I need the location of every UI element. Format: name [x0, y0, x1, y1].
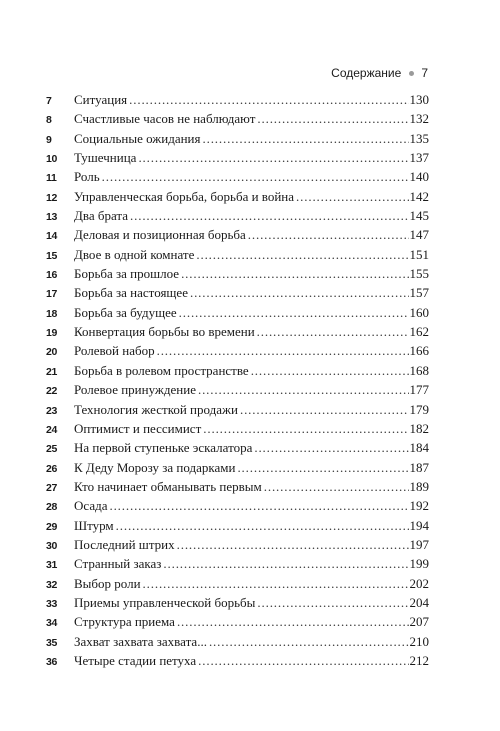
- toc-entry-page: 142: [409, 188, 429, 204]
- toc-entry-number: 11: [46, 172, 57, 185]
- toc-entry[interactable]: [46, 90, 429, 109]
- dot-leader: [264, 477, 409, 496]
- toc-entry[interactable]: [46, 283, 429, 302]
- toc-entry-title: Захват захвата захвата...: [74, 633, 207, 649]
- toc-entry[interactable]: [46, 148, 429, 167]
- toc-entry-page: 210: [409, 633, 429, 649]
- dot-leader: [190, 283, 409, 302]
- toc-entry-number: 10: [46, 153, 58, 166]
- toc-entry-number: 9: [46, 133, 52, 146]
- dot-leader: [109, 496, 408, 515]
- toc-entry-page: 187: [409, 459, 429, 475]
- toc-entry-page: 202: [409, 575, 429, 591]
- toc-entry-number: 35: [46, 636, 58, 649]
- toc-entry-title: Конвертация борьбы во времени: [74, 324, 255, 340]
- toc-entry-title: Последний штрих: [74, 536, 175, 552]
- toc-entry-number: 25: [46, 443, 58, 456]
- dot-leader: [138, 148, 408, 167]
- toc-entry-page: 137: [409, 150, 429, 166]
- toc-entry-number: 33: [46, 597, 58, 610]
- toc-entry-page: 207: [409, 614, 429, 630]
- toc-entry-page: 182: [409, 420, 429, 436]
- toc-entry-page: 160: [409, 304, 429, 320]
- toc-entry-title: Борьба за будущее: [74, 304, 177, 320]
- dot-leader: [177, 535, 409, 554]
- toc-entry[interactable]: [46, 206, 429, 225]
- dot-leader: [102, 167, 409, 186]
- dot-leader: [130, 206, 408, 225]
- dot-leader: [163, 554, 408, 573]
- dot-leader: [296, 187, 408, 206]
- toc-entry[interactable]: [46, 264, 429, 283]
- toc-entry-number: 21: [46, 365, 58, 378]
- dot-leader: [240, 400, 409, 419]
- toc-entry-number: 13: [46, 211, 58, 224]
- toc-entry-page: 162: [409, 324, 429, 340]
- toc-entry[interactable]: [46, 129, 429, 148]
- toc-entry-number: 12: [46, 191, 58, 204]
- toc-entry-page: 204: [409, 594, 429, 610]
- dot-leader: [143, 574, 409, 593]
- toc-entry-number: 22: [46, 385, 58, 398]
- dot-leader: [203, 419, 408, 438]
- toc-entry-title: Двое в одной комнате: [74, 246, 195, 262]
- toc-entry-title: Штурм: [74, 517, 114, 533]
- toc-entry-title: Осада: [74, 498, 108, 514]
- toc-entry-page: 177: [409, 382, 429, 398]
- dot-leader: [237, 458, 408, 477]
- toc-entry[interactable]: [46, 167, 429, 186]
- toc-entry-title: Борьба за настоящее: [74, 285, 188, 301]
- toc-entry[interactable]: [46, 303, 429, 322]
- dot-leader: [251, 361, 409, 380]
- toc-entry-number: 19: [46, 327, 58, 340]
- toc-entry-page: 151: [409, 246, 429, 262]
- toc-entry-number: 7: [46, 95, 52, 107]
- toc-entry-page: 157: [409, 285, 429, 301]
- toc-entry-title: Деловая и позиционная борьба: [74, 227, 246, 243]
- toc-entry-title: К Деду Морозу за подарками: [74, 459, 236, 475]
- toc-entry[interactable]: [46, 400, 429, 419]
- toc-entry-number: 23: [46, 404, 58, 417]
- toc-entry[interactable]: [46, 632, 429, 651]
- toc-entry-page: 179: [409, 401, 429, 417]
- dot-leader: [257, 109, 408, 128]
- dot-leader: [198, 651, 408, 670]
- toc-entry-title: Два брата: [74, 208, 129, 224]
- toc-entry-page: 140: [409, 169, 429, 185]
- toc-entry[interactable]: [46, 554, 429, 573]
- toc-entry[interactable]: [46, 361, 429, 380]
- toc-entry[interactable]: [46, 245, 429, 264]
- toc-entry-number: 27: [46, 481, 58, 494]
- toc-entry-title: Управленческая борьба, борьба и война: [74, 188, 295, 204]
- toc-entry-page: 135: [409, 130, 429, 146]
- dot-leader: [248, 225, 409, 244]
- toc-entry-title: Ролевое принуждение: [74, 382, 196, 398]
- toc-entry-title: Четыре стадии петуха: [74, 652, 197, 668]
- separator-dot-icon: [409, 71, 414, 76]
- dot-leader: [254, 438, 408, 457]
- toc-entry-number: 17: [46, 288, 58, 301]
- toc-entry-title: На первой ступеньке эскалатора: [74, 440, 253, 456]
- toc-entry-title: Оптимист и пессимист: [74, 420, 202, 436]
- toc-entry[interactable]: [46, 516, 429, 535]
- toc-entry-number: 32: [46, 578, 58, 591]
- toc-entry-title: Странный заказ: [74, 556, 162, 572]
- dot-leader: [116, 516, 409, 535]
- toc-entry[interactable]: [46, 535, 429, 554]
- dot-leader: [177, 612, 409, 631]
- toc-entry[interactable]: [46, 574, 429, 593]
- toc-entry-title: Социальные ожидания: [74, 130, 201, 146]
- toc-entry-title: Борьба за прошлое: [74, 266, 180, 282]
- dot-leader: [196, 245, 408, 264]
- toc-entry-title: Борьба в ролевом пространстве: [74, 362, 249, 378]
- toc-entry-number: 31: [46, 559, 58, 572]
- running-head: [331, 66, 428, 80]
- toc-entry-page: 192: [409, 498, 429, 514]
- toc-entry[interactable]: [46, 225, 429, 244]
- toc-entry-page: 132: [409, 111, 429, 127]
- dot-leader: [129, 90, 408, 109]
- toc-entry-page: 147: [409, 227, 429, 243]
- toc-entry-number: 15: [46, 249, 58, 262]
- running-head-section: Содержание: [331, 66, 402, 80]
- toc-entry-number: 36: [46, 655, 58, 668]
- toc-entry-page: 212: [409, 652, 429, 668]
- toc-entry[interactable]: [46, 477, 429, 496]
- toc-entry[interactable]: [46, 612, 429, 631]
- toc-entry-title: Тушечница: [74, 150, 137, 166]
- page-number: 7: [421, 66, 428, 80]
- toc-entry-title: Кто начинает обманывать первым: [74, 478, 262, 494]
- toc-entry-number: 16: [46, 269, 58, 282]
- toc-entry-title: Счастливые часов не наблюдают: [74, 111, 256, 127]
- toc-entry-title: Ролевой набор: [74, 343, 155, 359]
- dot-leader: [179, 303, 409, 322]
- toc-entry[interactable]: [46, 187, 429, 206]
- toc-entry-page: 184: [409, 440, 429, 456]
- toc-entry-number: 34: [46, 617, 58, 630]
- dot-leader: [181, 264, 408, 283]
- toc-entry-title: Ситуация: [74, 92, 128, 107]
- toc-entry[interactable]: [46, 651, 429, 670]
- toc-entry-title: Выбор роли: [74, 575, 141, 591]
- dot-leader: [257, 593, 408, 612]
- toc-entry[interactable]: [46, 496, 429, 515]
- toc-entry-number: 28: [46, 501, 58, 514]
- toc-entry-page: 130: [409, 92, 429, 107]
- toc-entry-title: Структура приема: [74, 614, 175, 630]
- toc-entry-number: 26: [46, 462, 58, 475]
- dot-leader: [257, 322, 409, 341]
- toc-entry-page: 197: [409, 536, 429, 552]
- toc-entry-number: 24: [46, 423, 58, 436]
- toc-entry-page: 168: [409, 362, 429, 378]
- toc-entry-number: 14: [46, 230, 58, 243]
- toc-entry-number: 8: [46, 114, 52, 127]
- toc-entry-page: 189: [409, 478, 429, 494]
- toc-entry[interactable]: [46, 593, 429, 612]
- toc-entry-title: Роль: [74, 169, 100, 185]
- toc-entry-number: 29: [46, 520, 58, 533]
- toc-entry[interactable]: [46, 341, 429, 360]
- toc-entry[interactable]: [46, 322, 429, 341]
- toc-entry-number: 18: [46, 307, 58, 320]
- dot-leader: [203, 129, 409, 148]
- dot-leader: [157, 341, 409, 360]
- dot-leader: [198, 380, 409, 399]
- toc-entry[interactable]: [46, 380, 429, 399]
- toc-entry-number: 30: [46, 539, 58, 552]
- toc-entry-page: 166: [409, 343, 429, 359]
- table-of-contents: [46, 90, 429, 670]
- toc-entry[interactable]: [46, 438, 429, 457]
- toc-entry-title: Технология жесткой продажи: [74, 401, 238, 417]
- dot-leader: [209, 632, 409, 651]
- toc-entry[interactable]: [46, 458, 429, 477]
- toc-entry[interactable]: [46, 419, 429, 438]
- toc-entry-page: 145: [409, 208, 429, 224]
- toc-entry-page: 155: [409, 266, 429, 282]
- toc-entry-title: Приемы управленческой борьбы: [74, 594, 256, 610]
- toc-entry[interactable]: [46, 109, 429, 128]
- toc-entry-page: 194: [409, 517, 429, 533]
- toc-entry-number: 20: [46, 346, 58, 359]
- toc-entry-page: 199: [409, 556, 429, 572]
